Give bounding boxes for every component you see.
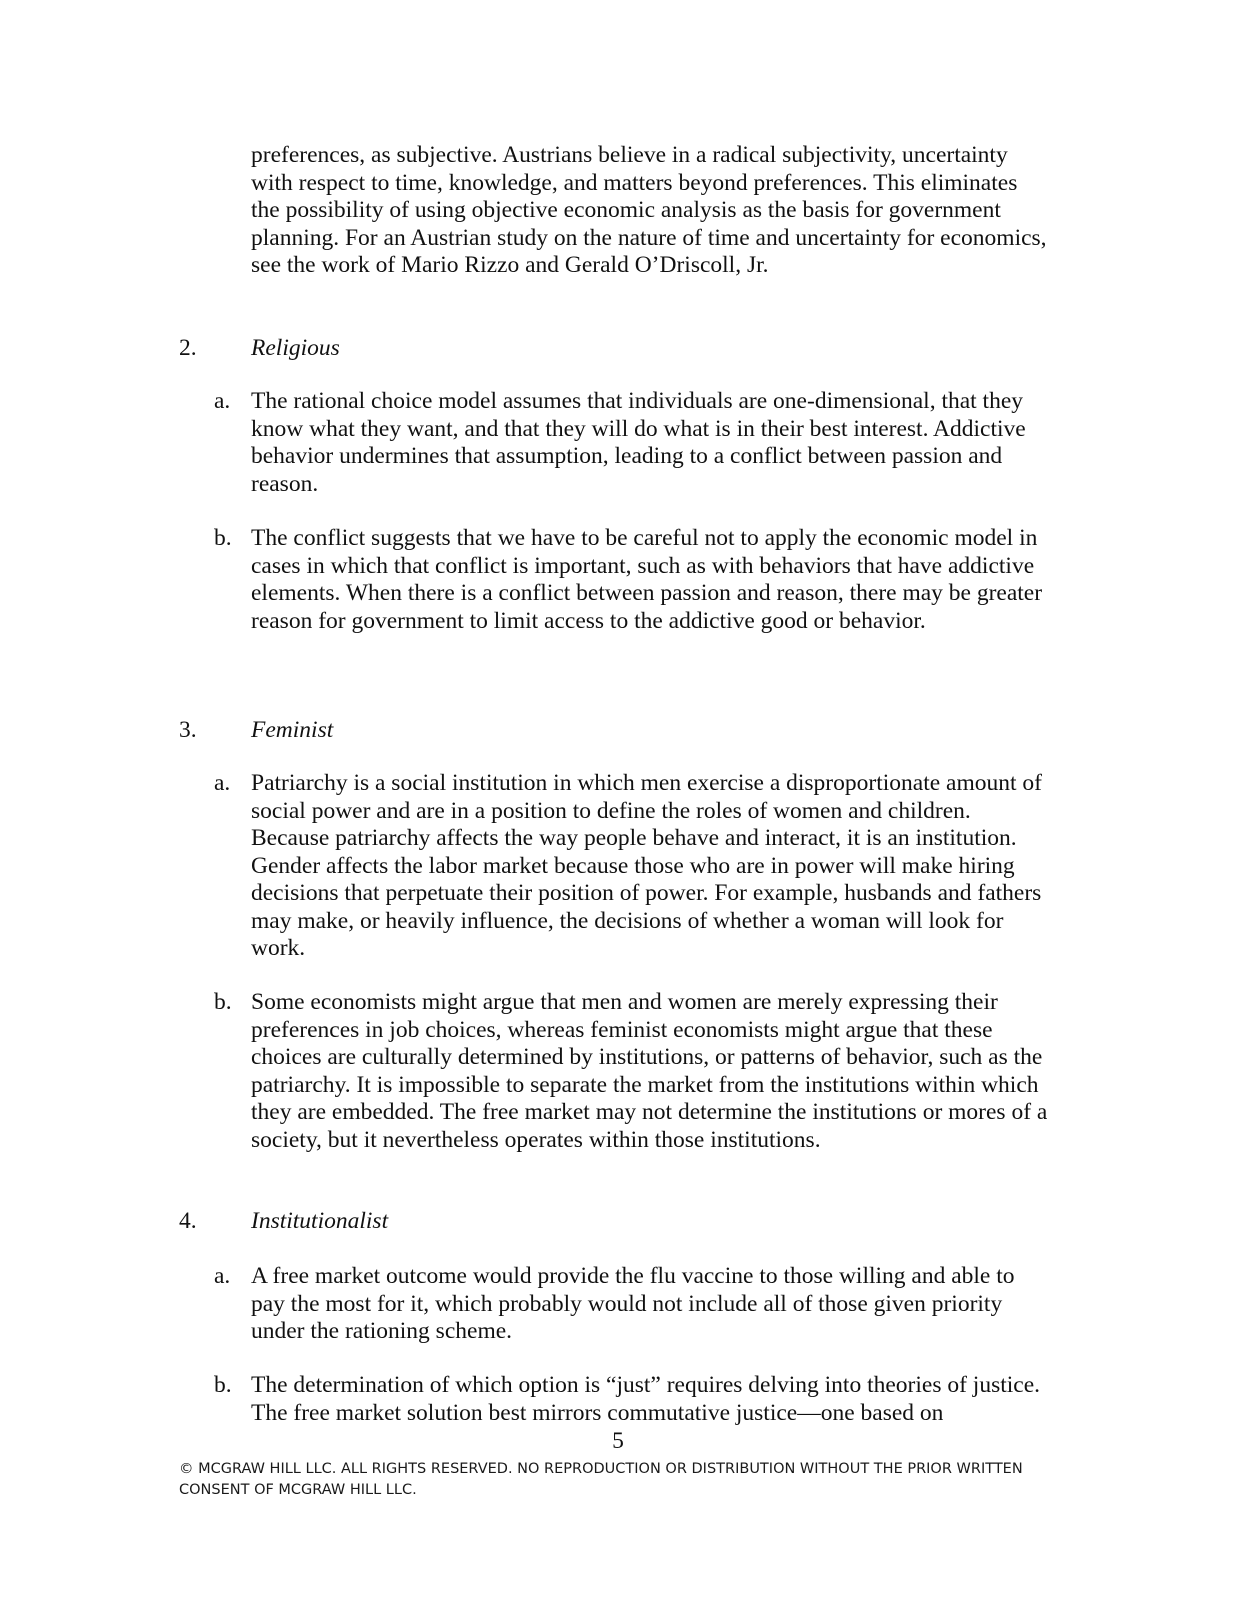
item-letter: a.: [214, 1263, 231, 1289]
item-letter: b.: [214, 525, 232, 551]
section-number: 3.: [179, 717, 197, 743]
section-heading-feminist: Feminist: [251, 717, 334, 743]
item-paragraph: The rational choice model assumes that individuals are one-dimensional, that they know what they want, and that they will do what is in their best interest. Addictive behavior undermines that assumption, leading to a conflict between passion and reason.: [251, 388, 1026, 497]
item-letter: a.: [214, 388, 231, 414]
section-heading-religious: Religious: [251, 335, 340, 361]
item-letter: b.: [214, 989, 232, 1015]
section-heading-institutionalist: Institutionalist: [251, 1208, 389, 1234]
section-number: 2.: [179, 335, 197, 361]
page-number: 5: [612, 1428, 624, 1454]
item-paragraph: Patriarchy is a social institution in which men exercise a disproportionate amount of social power and are in a position to define the roles of women and children. Because patriarchy affects the way people behave and interact, it is an institution. Gender affects the labor market because those who are in power will make hiring decisions that perpetuate their position of power. For example, husbands and fathers may make, or heavily influence, the decisions of whether a woman will look for work.: [251, 770, 1042, 961]
copyright-footer: © MCGRAW HILL LLC. ALL RIGHTS RESERVED. NO REPRODUCTION OR DISTRIBUTION WITHOUT THE PRIOR WRITTEN CONSENT OF MCGRAW HILL LLC.: [179, 1461, 1023, 1498]
section-number: 4.: [179, 1208, 197, 1234]
item-letter: b.: [214, 1372, 232, 1398]
intro-paragraph: preferences, as subjective. Austrians believe in a radical subjectivity, uncertainty with respect to time, knowledge, and matters beyond preferences. This eliminates the possibility of using objective economic analysis as the basis for government planning. For an Austrian study on the nature of time and uncertainty for economics, see the work of Mario Rizzo and Gerald O’Driscoll, Jr.: [251, 142, 1047, 278]
item-paragraph: Some economists might argue that men and women are merely expressing their preferences in job choices, whereas feminist economists might argue that these choices are culturally determined by institutions, or patterns of behavior, such as the patriarchy. It is impossible to separate the market from the institutions within which they are embedded. The free market may not determine the institutions or mores of a society, but it nevertheless operates within those institutions.: [251, 989, 1048, 1153]
item-letter: a.: [214, 770, 231, 796]
item-paragraph: A free market outcome would provide the flu vaccine to those willing and able to pay the most for it, which probably would not include all of those given priority under the rationing scheme.: [251, 1263, 1015, 1344]
item-paragraph: The conflict suggests that we have to be careful not to apply the economic model in cases in which that conflict is important, such as with behaviors that have addictive elements. When there is a conflict between passion and reason, there may be greater reason for government to limit access to the addictive good or behavior.: [251, 525, 1043, 634]
item-paragraph: The determination of which option is “just” requires delving into theories of justice. The free market solution best mirrors commutative justice—one based on: [251, 1372, 1041, 1426]
